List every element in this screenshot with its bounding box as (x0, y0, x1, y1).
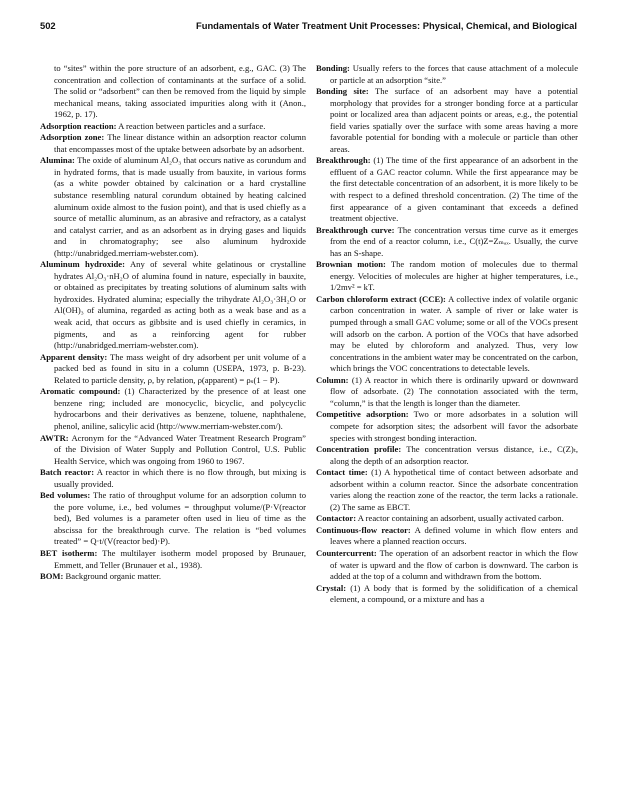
glossary-definition: The random motion of molecules due to thermal energy. Velocities of molecules are higher at higher temperatures, i.e., 1/2mv² = kT. (330, 259, 578, 293)
glossary-term: Aromatic compound: (40, 386, 121, 397)
glossary-entry (316, 444, 578, 467)
glossary-term: Bonding: (316, 63, 350, 73)
glossary-definition: A collective index of volatile organic carbon concentration in water. A sample of river or lake water is pumped through a small GAC volume; some or all of the VOCs present will adsorb on the carbon. A portion of the VOCs that have adsorbed may be eluted by chloroform and analyzed. Thus, very low concentrations in the ambient water may be concentrated on the carbon, which brings the VOC concentrations to detectable levels. (330, 293, 578, 374)
glossary-entry (40, 132, 306, 155)
glossary-entry (316, 467, 578, 513)
glossary-entry (40, 121, 306, 133)
page-number: 502 (40, 20, 56, 31)
glossary-definition: (1) The time of the first appearance of an adsorbent in the effluent of a GAC reactor column. While the first appearance may be the first detectable concentration of an adsorbent, it is more likely to be with respect to a defined threshold concentration. (2) The time of the first appearance of a given contaminant that exceeds a defined treatment objective. (330, 155, 578, 224)
glossary-term: Alumina: (40, 155, 75, 166)
glossary-entry (40, 467, 306, 490)
glossary-entry (316, 525, 578, 548)
glossary-definition: The linear distance within an adsorption reactor column that encompasses most of the uptake between adsorbate by an adsorbent. (54, 132, 306, 154)
glossary-entry (316, 513, 578, 525)
glossary-definition: Any of several white gelatinous or crystalline hydrates Al₂O₃·nH₂O of alumina found in nature, especially in bauxite, or obtained as precipitates by treating solutions of aluminum salts with hydroxides. Hydrated alumina; especially the trihydrate Al₂O₃·3H₂O or Al(OH)₃ of alumina, regarded as acting both as a weak base and as a weak acid, that occurs as gibbsite and is used chiefly in ceramics, in pigments, and as a reinforcing agent for rubber (http://unabridged.merriam-webster.com). (54, 259, 306, 351)
glossary-term: BET isotherm: (40, 547, 98, 558)
glossary-term: Breakthrough: (316, 155, 371, 166)
glossary-entry (316, 548, 578, 583)
glossary-entry (316, 86, 578, 155)
glossary-entry (316, 375, 578, 410)
glossary-entry: to “sites” within the pore structure of an adsorbent, e.g., GAC. (3) The concentration and collection of contaminants at the surface of a solid. The solid or “adsorbent” can then be removed from the liquid by simple mechanical means, taking associated impurities along with it (Anon., 1962, p. 17). (54, 63, 306, 120)
glossary-entry (40, 259, 306, 351)
glossary-term: Brownian motion: (316, 259, 386, 270)
glossary-definition: The concentration versus time curve as it emerges from the end of a reactor column, i.e., C(t)Z=Zₘₐₓ. Usually, the curve has an S-shape. (330, 224, 578, 258)
glossary-definition: A reaction between particles and a surface. (118, 120, 266, 131)
glossary-term: Countercurrent: (316, 547, 377, 558)
glossary-definition: Acronym for the “Advanced Water Treatment Research Program” of the Division of Water Supply and Pollution Control, U.S. Public Health Service, which was ongoing from 1960 to 1967. (54, 432, 306, 466)
glossary-term: Crystal: (316, 582, 347, 593)
glossary-definition: A defined volume in which flow enters and leaves where a planned reaction occurs. (330, 524, 578, 547)
glossary-entry (316, 63, 578, 86)
glossary-entry (316, 583, 578, 606)
glossary-entry (40, 352, 306, 387)
glossary-definition: The multilayer isotherm model proposed by Brunauer, Emmett, and Teller (Brunauer et al., 1938). (54, 547, 306, 570)
glossary-term: Adsorption zone: (40, 132, 105, 143)
right-column (316, 63, 578, 606)
glossary-entry (316, 259, 578, 294)
glossary-definition: (1) A hypothetical time of contact between adsorbate and adsorbent within a column reactor. Since the adsorbate concentration varies along the reaction zone of the reactor, the term lacks a rationale. (2) The same as EBCT. (330, 467, 578, 512)
glossary-definition: A reactor containing an adsorbent, usually activated carbon. (357, 513, 564, 524)
glossary-term: Aluminum hydroxide: (40, 259, 125, 270)
glossary-definition: (1) Characterized by the presence of at least one benzene ring; included are monocyclic, bicyclic, and polycyclic hydrocarbons and their derivatives as benzene, toluene, naphthalene, phenol, aniline, salicylic acid (http://www.merriam-webster.com/). (54, 386, 306, 431)
running-header (40, 20, 577, 34)
glossary-definition: Usually refers to the forces that cause attachment of a molecule or particle at an adsorption “site.” (330, 63, 579, 85)
glossary-entry (316, 225, 578, 260)
glossary-entry (316, 409, 578, 444)
running-title: Fundamentals of Water Treatment Unit Processes: Physical, Chemical, and Biological (195, 20, 577, 31)
glossary-definition: Two or more adsorbates in a solution will compete for adsorption sites; the adsorbent will favor the adsorbate species with strongest bonding interaction. (330, 409, 579, 443)
glossary-term: Contact time: (316, 467, 368, 478)
glossary-definition: The ratio of throughput volume for an adsorption column to the pore volume, i.e., bed volumes = throughput volume/(P·V(reactor bed), Bed volumes is a parameter often used in lieu of time as the abscissa for the breakthrough curve. The relation is “bed volumes treated” = Q·t/(V(reactor bed)·P). (54, 490, 306, 547)
glossary-entry (40, 386, 306, 432)
glossary-definition: The oxide of aluminum Al₂O₃ that occurs native as corundum and in hydrated forms, that is made usually from bauxite, in various forms (as a white powder obtained by calcination or a hard crystalline substance resembling natural corundum obtained by heating calcined aluminum oxide almost to the fusion point), and that is used chiefly as a source of metallic aluminum, as an abrasive and refractory, as a catalyst and catalyst carrier, and as an adsorbent as in drying gases and liquids and in chromatography; see also aluminum hydroxide (http://unabridged.merriam-webster.com). (54, 155, 306, 258)
glossary-term: Contactor: (316, 513, 357, 524)
glossary-term: Bed volumes: (40, 490, 91, 501)
glossary-definition: The mass weight of dry adsorbent per unit volume of a packed bed as found in situ in a column (USEPA, 1973, p. B-23). Related to particle density, ρ, by relation, ρ(apparent) = ρₛ(1 − P). (54, 351, 306, 385)
glossary-definition: Background organic matter. (65, 571, 162, 582)
glossary-definition: The operation of an adsorbent reactor in which the flow of water is upward and the flow of carbon is downward. The carbon is added at the top of a column and withdrawn from the bottom. (330, 547, 579, 582)
glossary-definition: The concentration versus distance, i.e., C(Z)ₜ, along the depth of an adsorption reactor. (330, 444, 578, 466)
glossary-term: Concentration profile: (316, 444, 402, 455)
glossary-entry (316, 155, 578, 224)
glossary-definition: (1) A reactor in which there is ordinarily upward or downward flow of adsorbate. (2) The connotation associated with the term, “column,” is that the length is longer than the diameter. (330, 374, 578, 408)
glossary-term: Adsorption reaction: (40, 120, 117, 131)
glossary-term: Competitive adsorption: (316, 409, 409, 420)
glossary-term: Breakthrough curve: (316, 224, 395, 235)
left-column (40, 63, 306, 583)
glossary-term: AWTR: (40, 432, 69, 443)
glossary-entry (40, 571, 306, 583)
glossary-term: Carbon chloroform extract (CCE): (316, 293, 446, 304)
glossary-term: Column: (316, 374, 349, 385)
glossary-definition: The surface of an adsorbent may have a potential morphology that provides for a stronger bonding force at a particular point or localized area than adjacent points or areas, e.g., the potential field varies spatially over the surface with some areas having a more favorable potential for bonding with a molecule or particle than other areas. (330, 86, 578, 154)
glossary-term: Continuous-flow reactor: (316, 524, 411, 535)
glossary-entry (40, 155, 306, 259)
glossary-term: Bonding site: (316, 86, 369, 97)
glossary-entry (40, 548, 306, 571)
glossary-definition: A reactor in which there is no flow through, but mixing is usually provided. (54, 467, 306, 489)
glossary-term: Batch reactor: (40, 467, 95, 478)
glossary-entry (40, 490, 306, 548)
glossary-term: Apparent density: (40, 351, 108, 362)
glossary-entry (40, 433, 306, 468)
glossary-entry (316, 294, 578, 375)
glossary-term: BOM: (40, 571, 64, 582)
glossary-definition: (1) A body that is formed by the solidification of a chemical element, a compound, or a mixture and has a (330, 582, 578, 605)
